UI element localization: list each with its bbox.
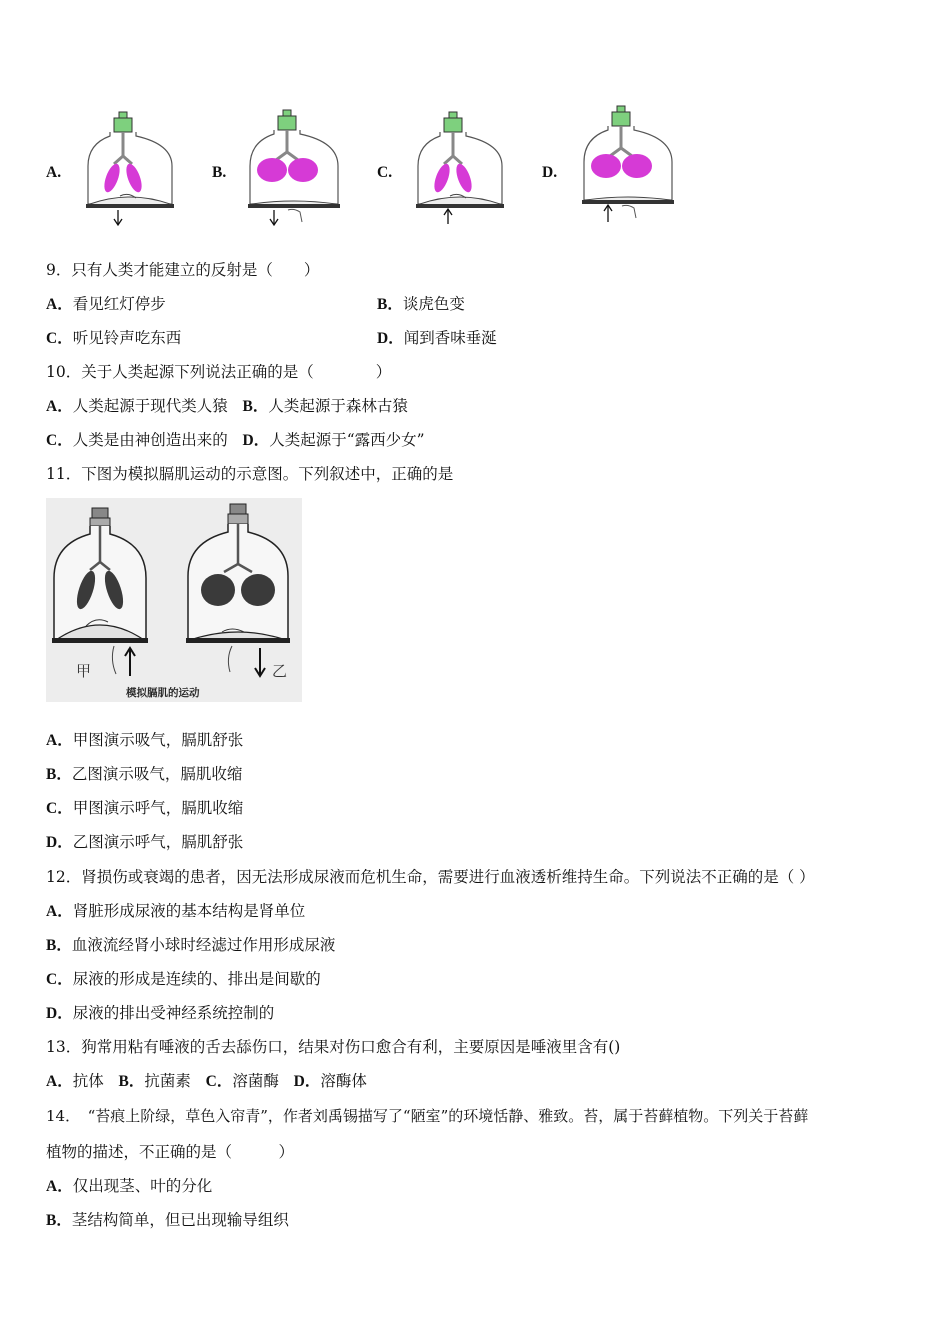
q12-option-c: C．尿液的形成是连续的、排出是间歇的 [46,970,321,988]
q9-option-c: C．听见铃声吃东西 [46,329,182,347]
q12-option-a: A．肾脏形成尿液的基本结构是肾单位 [46,902,306,920]
q14-option-a: A．仅出现茎、叶的分化 [46,1177,213,1195]
q14-option-b: B．茎结构简单，但已出现输导组织 [46,1211,289,1229]
q12-option-d: D．尿液的排出受神经系统控制的 [46,1004,275,1022]
q9-option-a: A．看见红灯停步 [46,295,166,313]
bell-jar-diagram-d [578,102,678,228]
q10-stem: 10．关于人类起源下列说法正确的是（ ） [46,363,392,381]
figure-option-c-label: C. [377,164,393,181]
q11-option-b: B．乙图演示吸气，膈肌收缩 [46,765,243,783]
figure-label-right: 乙 [272,662,288,680]
figure-option-a-label: A. [46,164,62,181]
diaphragm-model-figure [46,498,302,702]
q12-option-b: B．血液流经肾小球时经滤过作用形成尿液 [46,936,336,954]
q13-stem: 13．狗常用粘有唾液的舌去舔伤口，结果对伤口愈合有利，主要原因是唾液里含有() [46,1038,621,1056]
q13-options: A．抗体 B．抗菌素 C．溶菌酶 D．溶酶体 [46,1072,367,1090]
bell-jar-diagram-c [410,108,510,230]
figure-option-b-label: B. [212,164,227,181]
q9-option-b: B．谈虎色变 [377,295,465,313]
figure-caption: 模拟膈肌的运动 [126,687,200,699]
q10-options-row-2: C．人类是由神创造出来的 D．人类起源于“露西少女” [46,431,425,449]
q11-option-c: C．甲图演示呼气，膈肌收缩 [46,799,244,817]
q11-option-a: A．甲图演示吸气，膈肌舒张 [46,731,244,749]
bell-jar-diagram-a [80,108,180,230]
q14-stem-line-2: 植物的描述，不正确的是（ ） [46,1143,295,1161]
q11-option-d: D．乙图演示呼气，膈肌舒张 [46,833,244,851]
figure-label-left: 甲 [76,662,92,680]
q14-stem-line-1: 14． “苔痕上阶绿，草色入帘青”，作者刘禹锡描写了“陋室”的环境恬静、雅致。苔，属于苔藓植物。下列关于苔藓 [46,1107,809,1125]
q9-stem: 9．只有人类才能建立的反射是（ ） [46,261,320,279]
q9-option-d: D．闻到香味垂涎 [377,329,497,347]
q10-options-row-1: A．人类起源于现代类人猿 B．人类起源于森林古猿 [46,397,408,415]
bell-jar-diagram-b [244,106,344,230]
q11-stem: 11．下图为模拟膈肌运动的示意图。下列叙述中，正确的是 [46,465,454,483]
q12-stem: 12．肾损伤或衰竭的患者，因无法形成尿液而危机生命，需要进行血液透析维持生命。下列说法不正确的是（ ） [46,868,815,886]
figure-option-d-label: D. [542,164,558,181]
